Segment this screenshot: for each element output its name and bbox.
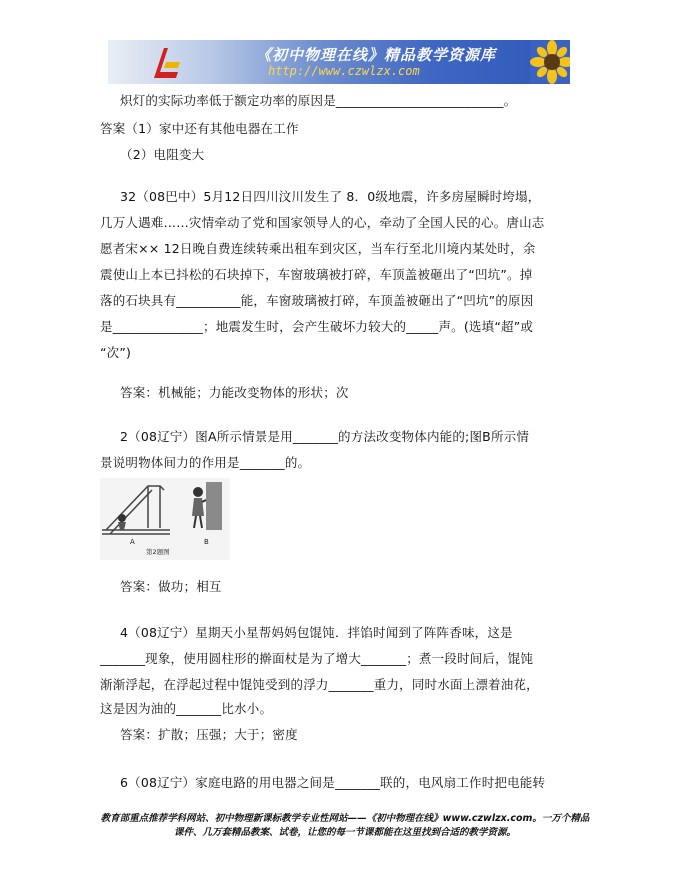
question-line: 景说明物体间力的作用是_______的。 — [100, 455, 311, 470]
question-line: _______现象，使用圆柱形的擀面杖是为了增大_______；煮一段时间后，馄饨 — [100, 651, 534, 666]
banner-url[interactable]: http://www.czwlzx.com — [268, 64, 420, 78]
question-line: 这是因为油的_______比水小。 — [100, 701, 273, 716]
question-line: 4（08辽宁）星期天小星帮妈妈包馄饨．拌馅时闻到了阵阵香味，这是 — [120, 625, 513, 640]
question-line: 震使山上本已抖松的石块掉下，车窗玻璃被打碎，车顶盖被砸出了“凹坑”。掉 — [100, 267, 533, 282]
sunflower-icon — [530, 40, 570, 84]
site-logo-icon — [150, 44, 182, 80]
header-banner — [108, 40, 570, 84]
answer-line: 答案：做功；相互 — [120, 579, 222, 594]
question-line: 愿者宋×× 12日晚自费连续转乘出租车到灾区，当车行至北川境内某处时，余 — [100, 241, 536, 256]
figure-caption: 第2题图 — [146, 548, 170, 556]
question-line: 渐渐浮起，在浮起过程中馄饨受到的浮力_______重力，同时水面上漂着油花， — [100, 677, 539, 692]
banner-title: 《初中物理在线》精品教学资源库 — [256, 46, 497, 64]
footer-line-1: 教育部重点推荐学科网站、初中物理新课标教学专业性网站——《初中物理在线》www.czwlzx.com。一万个精品 — [100, 813, 590, 824]
question-line: 是______________；地震发生时，会产生破坏力较大的_____声。(选填“超”或 — [100, 319, 534, 334]
question-line: 2（08辽宁）图A所示情景是用_______的方法改变物体内能的;图B所示情 — [120, 429, 530, 444]
question-line: 6（08辽宁）家庭电路的用电器之间是_______联的，电风扇工作时把电能转 — [120, 775, 546, 790]
answer-line: （2）电阻变大 — [120, 147, 205, 162]
question-line: 落的石块具有__________能，车窗玻璃被打碎，车顶盖被砸出了“凹坑”的原因 — [100, 293, 534, 308]
question-line: 几万人遇难……灾情牵动了党和国家领导人的心，牵动了全国人民的心。唐山志 — [100, 215, 545, 230]
answer-line: 答案：扩散；压强；大于；密度 — [120, 727, 298, 742]
text-line: 炽灯的实际功率低于额定功率的原因是__________________________。 — [120, 93, 517, 108]
answer-line: 答案（1）家中还有其他电器在工作 — [100, 121, 299, 136]
figure-label-a: A — [130, 538, 135, 546]
question-line: 32（08巴中）5月12日四川汶川发生了 8．0级地震，许多房屋瞬时垮塌， — [120, 189, 541, 204]
footer-line-2: 课件、几万套精品教案、试卷，让您的每一节课都能在这里找到合适的教学资源。 — [173, 827, 516, 838]
answer-line: 答案：机械能；力能改变物体的形状；次 — [120, 385, 349, 400]
figure-label-b: B — [204, 538, 209, 546]
question-line: “次”) — [100, 345, 132, 360]
figure-2-image — [100, 478, 230, 560]
